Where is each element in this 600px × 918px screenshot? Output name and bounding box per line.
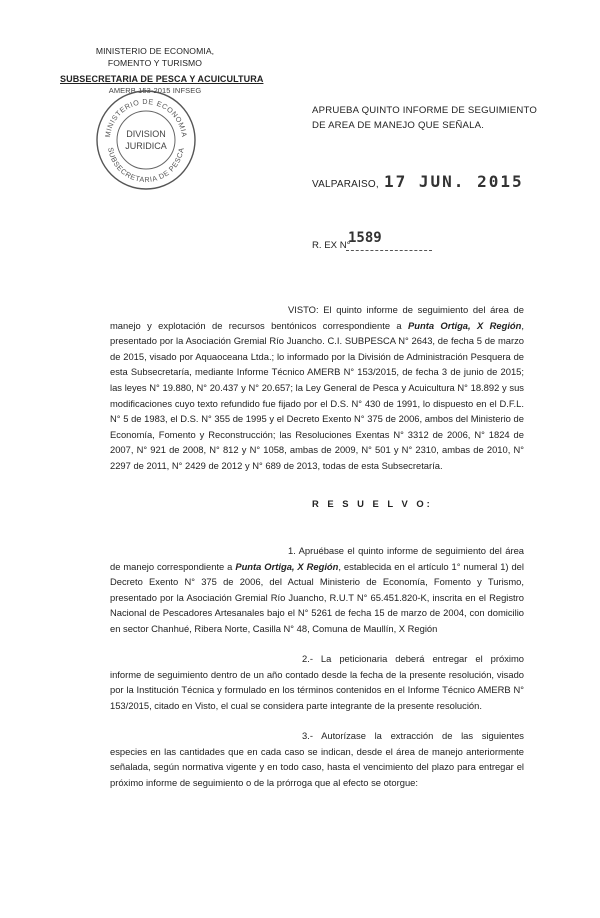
header-subsecretaria: SUBSECRETARIA DE PESCA Y ACUICULTURA — [60, 74, 264, 84]
stamp-center-line2: JURIDICA — [125, 141, 167, 151]
header-reference: AMERB 153-2015 INFSEG — [108, 86, 202, 95]
place-date-block — [312, 174, 552, 204]
item-1-text-2: , establecida en el artículo 1° numeral 1) del Decreto Exento N° 375 de 2006, del Actual Ministerio de Economía, Fomento y Turismo, presentado por la Asociación Gremial Río Juancho, R.U.T N° 65.451.820-K, inscrita en el Registro Nacional de Pescadores Artesanales bajo el N° 5261 de fecha 15 de marzo de 2004, con domicilio en sector Chanhué, Ribera Norte, Casilla N° 48, Comuna de Maullín, X Región — [110, 560, 524, 634]
stamp-top-text: MINISTERIO DE ECONOMIA — [102, 96, 189, 139]
juridica-stamp-icon — [94, 88, 198, 192]
stamp-bottom-text: SUBSECRETARIA DE PESCA — [106, 146, 186, 185]
date-stamp: 17 JUN. 2015 — [384, 172, 524, 191]
header-ministry-sub: FOMENTO Y TURISMO — [107, 58, 203, 68]
item-1-place: Punta Ortiga, X Región — [235, 560, 339, 572]
visto-text-2: , presentado por la Asociación Gremial Río Juancho. C.I. SUBPESCA N° 2643, de fecha 5 de marzo de 2015, visado por Aquaoceana Ltda.; lo informado por la División de Administración Pesquera de esta Subsecretaría, mediante Informe Técnico AMERB N° 153/2015, de fecha 3 de junio de 2015; las leyes N° 19.880, N° 20.437 y N° 20.657; la Ley General de Pesca y Acuicultura N° 18.892 y sus modificaciones cuyo texto refundido fue fijado por el D.S. N° 430 de 1991, lo dispuesto en el D.F.L. N° 5 de 1983, el D.S. N° 355 de 1995 y el Decreto Exento N° 375 de 2006, ambos del Ministerio de Economía, Fomento y Reconstrucción; las Resoluciones Exentas N° 3312 de 2006, N° 1824 de 2007, N° 921 de 2008, N° 812 y N° 1058, ambas de 2009, N° 501 y N° 2310, ambas de 2010, N° 2297 de 2011, N° 2429 de 2012 y N° 689 de 2013, todas de esta Subsecretaría. — [110, 319, 524, 471]
stamp-graphic — [94, 88, 198, 192]
item-1-paragraph — [110, 543, 524, 637]
resolution-underline — [346, 250, 432, 251]
svg-text:SUBSECRETARIA DE PESCA — [106, 147, 186, 184]
resuelvo-heading: R E S U E L V O: — [312, 498, 433, 509]
item-1-text-1: 1. Apruébase el quinto informe de seguimiento del área de manejo correspondiente a — [110, 545, 524, 572]
header-ministry: MINISTERIO DE ECONOMIA, — [95, 46, 215, 56]
stamp-center-line1: DIVISION — [126, 129, 166, 139]
item-3-paragraph: 3.- Autorízase la extracción de las siguientes especies en las cantidades que en cada caso se indican, desde el área de manejo anteriormente señalada, según normativa vigente y en todo caso, hasta el vencimiento del plazo para entregar el próximo informe de seguimiento o de la prórroga que al efecto se otorgue: — [110, 730, 524, 788]
item-2-paragraph: 2.- La peticionaria deberá entregar el próximo informe de seguimiento dentro de un año contado desde la fecha de la presente resolución, visado por la Institución Técnica y formulado en los términos contenidos en el Informe Técnico AMERB N° 153/2015, citado en Visto, el cual se considera parte integrante de la presente resolución. — [110, 653, 524, 711]
visto-place: Punta Ortiga, X Región — [408, 319, 522, 331]
resolution-label: R. EX N° — [312, 240, 351, 251]
visto-text-1: VISTO: El quinto informe de seguimiento del área de manejo y explotación de recursos bentónicos correspondiente a — [110, 304, 524, 331]
resolution-number-block — [312, 232, 442, 254]
visto-paragraph — [110, 302, 524, 474]
resolution-number: 1589 — [348, 230, 382, 246]
resolution-subject: APRUEBA QUINTO INFORME DE SEGUIMIENTO DE AREA DE MANEJO QUE SEÑALA. — [312, 105, 538, 131]
place-label: VALPARAISO, — [312, 179, 379, 190]
